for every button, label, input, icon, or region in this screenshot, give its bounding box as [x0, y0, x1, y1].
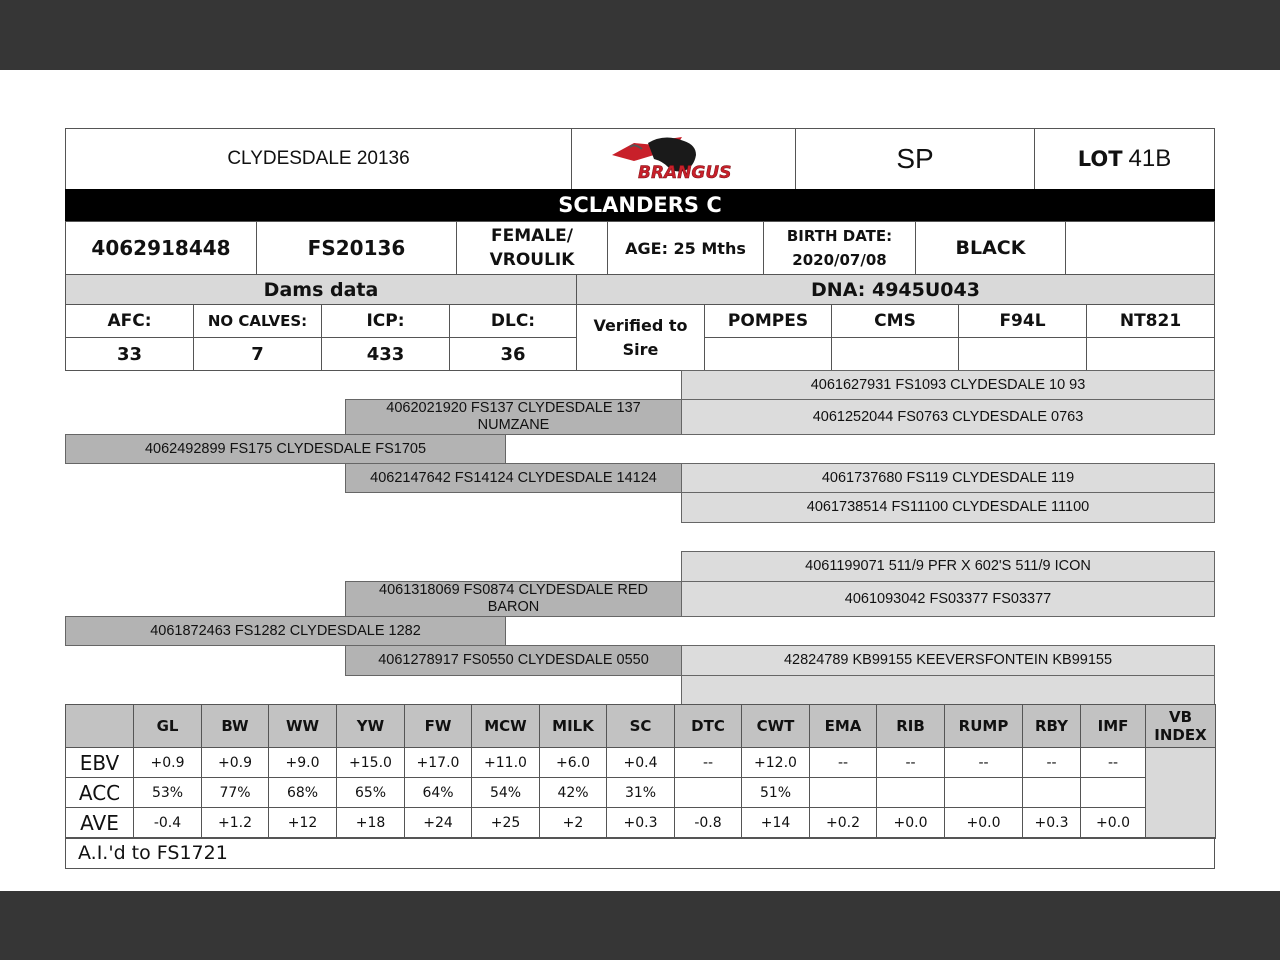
ebv-header-fw: FW	[404, 704, 472, 748]
ebv-cell: 65%	[336, 777, 405, 808]
pedigree-sire-sire-dam: 4061252044 FS0763 CLYDESDALE 0763	[681, 399, 1215, 435]
ebv-cell: 31%	[606, 777, 675, 808]
animal-age: AGE: 25 Mths	[607, 221, 764, 275]
ebv-cell: 77%	[201, 777, 269, 808]
ebv-cell: --	[944, 747, 1023, 778]
ebv-header-imf: IMF	[1080, 704, 1146, 748]
ebv-cell: +15.0	[336, 747, 405, 778]
ebv-cell: +0.3	[1022, 807, 1081, 839]
ebv-header-rib: RIB	[876, 704, 945, 748]
ebv-cell: 64%	[404, 777, 472, 808]
ebv-cell: +12.0	[741, 747, 810, 778]
ebv-cell: +12	[268, 807, 337, 839]
pedigree-sire: 4062492899 FS175 CLYDESDALE FS1705	[65, 434, 506, 464]
logo-text: BRANGUS	[637, 163, 731, 183]
ebv-cell: --	[876, 747, 945, 778]
ebv-cell: +25	[471, 807, 540, 839]
birth-date: BIRTH DATE: 2020/07/08	[763, 221, 916, 275]
ebv-cell: 53%	[133, 777, 202, 808]
pedigree-dam-dam-sire: 42824789 KB99155 KEEVERSFONTEIN KB99155	[681, 645, 1215, 676]
ebv-header-gl: GL	[133, 704, 202, 748]
ebv-cell	[1080, 777, 1146, 808]
ebv-cell: +14	[741, 807, 810, 839]
pedigree-dam-sire-sire: 4061199071 511/9 PFR X 602'S 511/9 ICON	[681, 551, 1215, 582]
ebv-cell: -0.8	[674, 807, 742, 839]
dna-title: DNA: 4945U043	[576, 274, 1215, 305]
afc-value: 33	[65, 337, 194, 371]
dna-result-nt821	[1086, 337, 1215, 371]
pedigree-dam-dam: 4061278917 FS0550 CLYDESDALE 0550	[345, 645, 682, 676]
ebv-cell: +0.9	[201, 747, 269, 778]
dna-test-nt821: NT821	[1086, 304, 1215, 338]
ebv-cell: --	[1022, 747, 1081, 778]
ebv-cell: +17.0	[404, 747, 472, 778]
ebv-header-cwt: CWT	[741, 704, 810, 748]
dlc-label: DLC:	[449, 304, 577, 338]
dna-result-f94l	[958, 337, 1087, 371]
pedigree-sire-sire-sire: 4061627931 FS1093 CLYDESDALE 10 93	[681, 370, 1215, 400]
ebv-cell: +2	[539, 807, 607, 839]
ebv-header-rump: RUMP	[944, 704, 1023, 748]
verified-to-sire: Verified to Sire	[576, 304, 705, 371]
animal-id: 4062918448	[65, 221, 257, 275]
ebv-cell: +6.0	[539, 747, 607, 778]
ebv-cell	[1022, 777, 1081, 808]
dna-test-f94l: F94L	[958, 304, 1087, 338]
ebv-cell	[674, 777, 742, 808]
ebv-header-mcw: MCW	[471, 704, 540, 748]
ebv-cell: --	[809, 747, 877, 778]
ebv-cell: +11.0	[471, 747, 540, 778]
animal-tag: FS20136	[256, 221, 457, 275]
ebv-cell: 68%	[268, 777, 337, 808]
pedigree-sire-dam-dam: 4061738514 FS11100 CLYDESDALE 11100	[681, 492, 1215, 523]
ebv-header-vb-index: VB INDEX	[1145, 704, 1216, 748]
top-dark-bar	[0, 0, 1280, 70]
ebv-cell: +18	[336, 807, 405, 839]
animal-sex: FEMALE/ VROULIK	[456, 221, 608, 275]
ebv-header-milk: MILK	[539, 704, 607, 748]
ebv-cell: -0.4	[133, 807, 202, 839]
ebv-corner-cell	[65, 704, 134, 748]
dna-result-cms	[831, 337, 959, 371]
lot-value: 41B	[1128, 145, 1172, 172]
ebv-cell: +0.3	[606, 807, 675, 839]
ebv-cell: +1.2	[201, 807, 269, 839]
bottom-dark-bar	[0, 891, 1280, 960]
pedigree-sire-dam: 4062147642 FS14124 CLYDESDALE 14124	[345, 463, 682, 493]
dna-test-cms: CMS	[831, 304, 959, 338]
icp-value: 433	[321, 337, 450, 371]
pedigree-dam-dam-dam	[681, 675, 1215, 706]
ebv-cell: +0.0	[1080, 807, 1146, 839]
vb-index-value	[1145, 747, 1216, 839]
ebv-cell: +9.0	[268, 747, 337, 778]
dna-result-pompes	[704, 337, 832, 371]
ebv-header-dtc: DTC	[674, 704, 742, 748]
animal-extra	[1065, 221, 1215, 275]
pedigree-sire-sire: 4062021920 FS137 CLYDESDALE 137 NUMZANE	[345, 399, 682, 435]
pedigree-dam-sire-dam: 4061093042 FS03377 FS03377	[681, 581, 1215, 617]
dlc-value: 36	[449, 337, 577, 371]
ebv-cell: --	[1080, 747, 1146, 778]
ebv-cell: +0.9	[133, 747, 202, 778]
pedigree-sire-dam-sire: 4061737680 FS119 CLYDESDALE 119	[681, 463, 1215, 493]
ebv-cell	[876, 777, 945, 808]
afc-label: AFC:	[65, 304, 194, 338]
ebv-cell: +0.0	[944, 807, 1023, 839]
lot-label: LOT	[1077, 147, 1123, 171]
notes: A.I.'d to FS1721	[65, 837, 1215, 869]
ebv-header-sc: SC	[606, 704, 675, 748]
no-calves-value: 7	[193, 337, 322, 371]
ebv-cell	[944, 777, 1023, 808]
pedigree-dam: 4061872463 FS1282 CLYDESDALE 1282	[65, 616, 506, 646]
dams-data-title: Dams data	[65, 274, 577, 305]
ebv-header-rby: RBY	[1022, 704, 1081, 748]
ebv-header-ema: EMA	[809, 704, 877, 748]
ebv-header-ww: WW	[268, 704, 337, 748]
ebv-cell	[809, 777, 877, 808]
ebv-cell: 42%	[539, 777, 607, 808]
animal-colour: BLACK	[915, 221, 1066, 275]
ebv-row-label-acc: ACC	[65, 777, 134, 808]
ebv-row-label-ave: AVE	[65, 807, 134, 839]
pedigree-dam-sire: 4061318069 FS0874 CLYDESDALE RED BARON	[345, 581, 682, 617]
bull-head-icon	[604, 133, 764, 185]
herd-name: CLYDESDALE 20136	[65, 128, 572, 190]
icp-label: ICP:	[321, 304, 450, 338]
ebv-cell: +0.0	[876, 807, 945, 839]
ebv-cell: +0.2	[809, 807, 877, 839]
ebv-cell: +24	[404, 807, 472, 839]
ebv-cell: 54%	[471, 777, 540, 808]
animal-name: SCLANDERS C	[65, 189, 1215, 221]
ebv-row-label-ebv: EBV	[65, 747, 134, 778]
grade: SP	[795, 128, 1035, 190]
ebv-cell: 51%	[741, 777, 810, 808]
ebv-cell: +0.4	[606, 747, 675, 778]
no-calves-label: NO CALVES:	[193, 304, 322, 338]
ebv-cell: --	[674, 747, 742, 778]
ebv-header-yw: YW	[336, 704, 405, 748]
ebv-header-bw: BW	[201, 704, 269, 748]
lot	[1034, 128, 1215, 190]
brangus-logo	[571, 128, 796, 190]
dna-test-pompes: POMPES	[704, 304, 832, 338]
